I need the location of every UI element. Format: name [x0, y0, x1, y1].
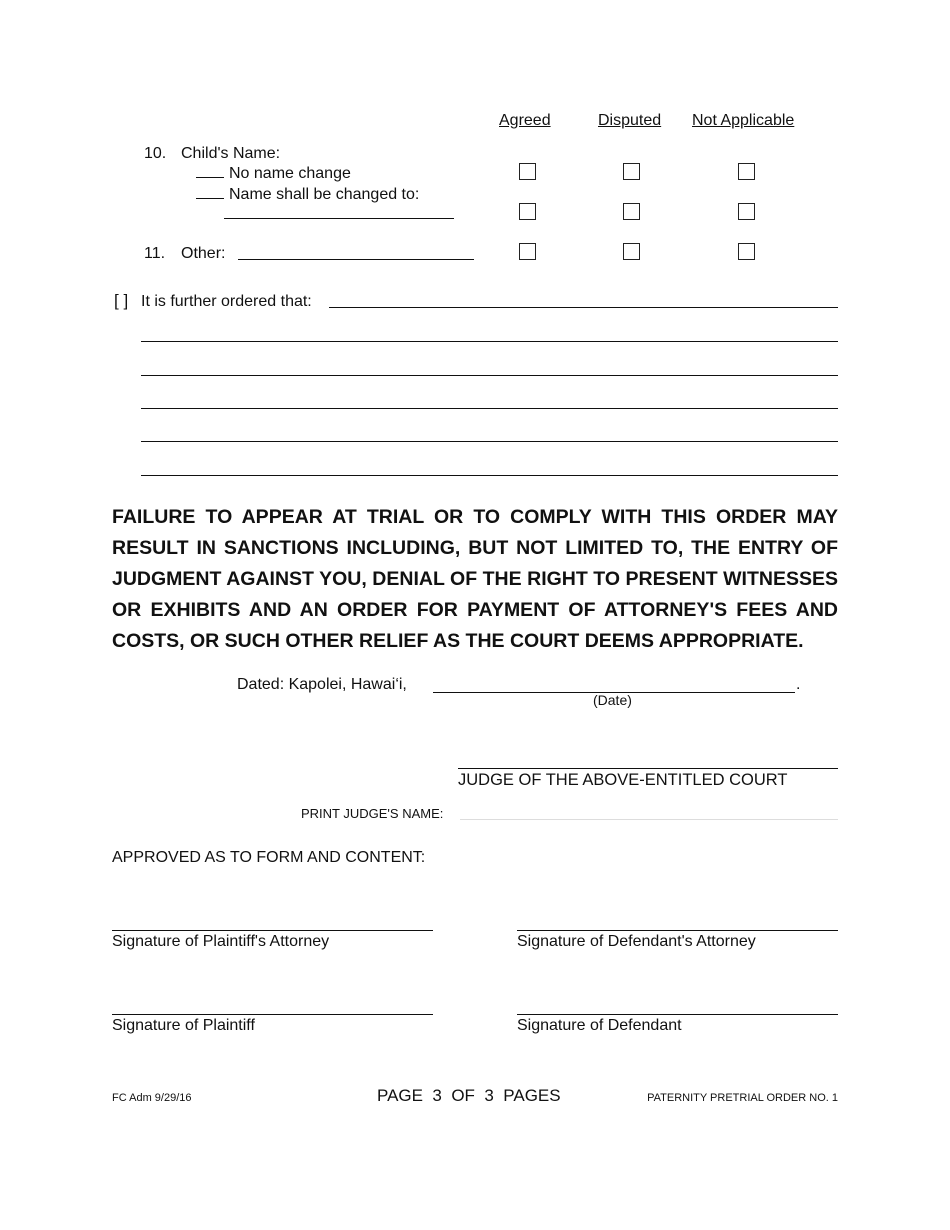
plaintiff-signature-label: Signature of Plaintiff	[112, 1017, 255, 1034]
sanctions-warning: FAILURE TO APPEAR AT TRIAL OR TO COMPLY WITH THIS ORDER MAY RESULT IN SANCTIONS INCLUDING, BUT NOT LIMITED TO, THE ENTRY OF JUDGMENT AGAINST YOU, DENIAL OF THE RIGHT TO PRESENT WITNESSES OR EXHIBITS AND AN ORDER FOR PAYMENT OF ATTORNEY'S FEES AND COSTS, OR SUCH OTHER RELIEF AS THE COURT DEEMS APPROPRIATE.	[112, 506, 838, 652]
plaintiff-signature-line[interactable]	[112, 1014, 433, 1015]
option-label: No name change	[229, 165, 351, 182]
judge-signature-line[interactable]	[458, 768, 838, 769]
defendant-attorney-signature-label: Signature of Defendant's Attorney	[517, 933, 756, 950]
new-name-blank-line[interactable]	[224, 218, 454, 219]
item-10-option-no-change	[196, 165, 351, 183]
option-label: Name shall be changed to:	[229, 186, 420, 203]
item-10-label: Child's Name:	[181, 145, 281, 162]
checkbox-name-change-agreed[interactable]	[519, 203, 536, 220]
dated-label: Dated: Kapolei, Hawai‘i,	[237, 676, 407, 693]
print-judge-name-field[interactable]	[460, 819, 838, 820]
column-header-agreed: Agreed	[499, 112, 551, 129]
further-ordered-line-4[interactable]	[141, 408, 838, 409]
checkbox-name-change-not-applicable[interactable]	[738, 203, 755, 220]
further-ordered-line-6[interactable]	[141, 475, 838, 476]
approved-label: APPROVED AS TO FORM AND CONTENT:	[112, 849, 426, 866]
column-header-disputed: Disputed	[598, 112, 662, 129]
item-11-label: Other:	[181, 245, 226, 262]
plaintiff-attorney-signature-label: Signature of Plaintiff's Attorney	[112, 933, 330, 950]
further-ordered-line-2[interactable]	[141, 341, 838, 342]
further-ordered-label: It is further ordered that:	[141, 293, 312, 310]
blank-line[interactable]	[196, 177, 224, 178]
further-ordered-line-3[interactable]	[141, 375, 838, 376]
footer-document-title: PATERNITY PRETRIAL ORDER NO. 1	[647, 1092, 838, 1104]
checkbox-other-disputed[interactable]	[623, 243, 640, 260]
further-ordered-line-5[interactable]	[141, 441, 838, 442]
checkbox-name-change-disputed[interactable]	[623, 203, 640, 220]
print-judge-name-label: PRINT JUDGE'S NAME:	[301, 806, 444, 821]
defendant-attorney-signature-line[interactable]	[517, 930, 838, 931]
item-10-number: 10.	[144, 145, 167, 162]
date-caption: (Date)	[593, 692, 632, 708]
further-ordered-line-1[interactable]	[329, 307, 838, 308]
dated-period: .	[796, 676, 801, 693]
checkbox-no-change-disputed[interactable]	[623, 163, 640, 180]
judge-title: JUDGE OF THE ABOVE-ENTITLED COURT	[458, 771, 788, 789]
defendant-signature-line[interactable]	[517, 1014, 838, 1015]
footer-form-id: FC Adm 9/29/16	[112, 1092, 192, 1104]
defendant-signature-label: Signature of Defendant	[517, 1017, 682, 1034]
plaintiff-attorney-signature-line[interactable]	[112, 930, 433, 931]
blank-line[interactable]	[196, 198, 224, 199]
further-ordered-bracket[interactable]: [ ]	[114, 291, 129, 310]
checkbox-no-change-agreed[interactable]	[519, 163, 536, 180]
footer-page-number: PAGE 3 OF 3 PAGES	[377, 1086, 561, 1105]
checkbox-other-not-applicable[interactable]	[738, 243, 755, 260]
item-11-number: 11.	[144, 245, 166, 262]
other-blank-line[interactable]	[238, 259, 474, 260]
checkbox-other-agreed[interactable]	[519, 243, 536, 260]
item-10-option-change	[196, 186, 419, 204]
column-header-not-applicable: Not Applicable	[692, 112, 795, 129]
checkbox-no-change-not-applicable[interactable]	[738, 163, 755, 180]
